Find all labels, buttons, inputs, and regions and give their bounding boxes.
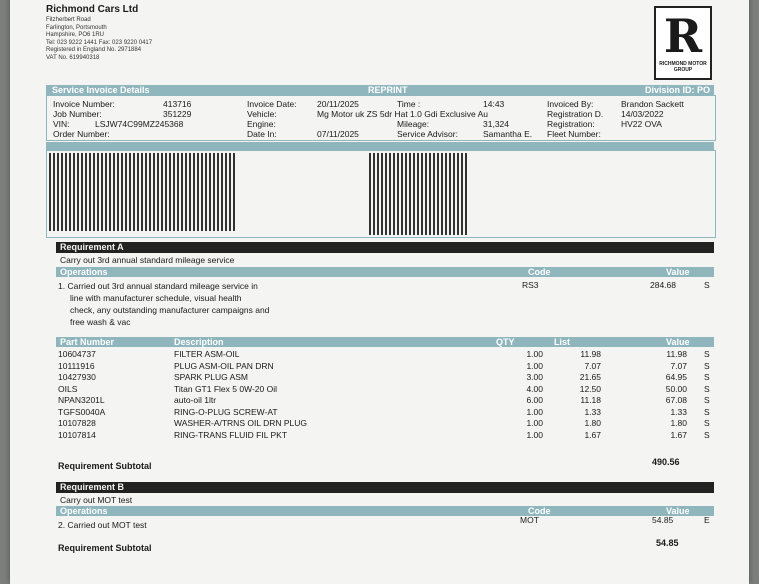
part-desc-cell: auto-oil 1ltr xyxy=(174,395,217,405)
operations-header-b xyxy=(56,506,714,516)
part-qty-cell: 1.00 xyxy=(526,349,543,359)
part-desc-cell: PLUG ASM-OIL PAN DRN xyxy=(174,360,274,371)
customer-address-box xyxy=(46,150,716,238)
operation-a-value: 284.68 xyxy=(650,280,676,290)
requirement-b-subtotal-label: Requirement Subtotal xyxy=(58,543,152,553)
list-header: List xyxy=(554,337,571,347)
part-vat-cell: S xyxy=(704,418,710,428)
time: 14:43 xyxy=(483,99,505,109)
part-desc-cell: SPARK PLUG ASM xyxy=(174,372,249,382)
part-part-cell: 10604737 xyxy=(58,349,96,359)
part-qty-cell: 1.00 xyxy=(526,360,543,371)
part-part-cell: TGFS0040A xyxy=(58,406,106,417)
part-desc-cell: RING-TRANS FLUID FIL PKT xyxy=(174,429,288,440)
part-list-cell: 21.65 xyxy=(579,372,601,382)
part-value-cell: 64.95 xyxy=(665,372,687,382)
requirement-a-subtotal: 490.56 xyxy=(652,457,680,467)
operation-b-text: 2. Carried out MOT test xyxy=(58,520,147,530)
part-part-cell: 10427930 xyxy=(58,372,96,382)
requirement-b-bar xyxy=(56,482,714,493)
registration-date-label: Registration D. xyxy=(547,109,604,119)
address-line: Farlington, Portsmouth xyxy=(46,24,107,31)
mileage-label: Mileage: xyxy=(397,119,430,129)
company-logo xyxy=(654,6,712,80)
part-value-cell: 11.98 xyxy=(666,349,687,359)
part-value-cell: 7.07 xyxy=(670,360,687,371)
part-list-cell: 1.67 xyxy=(584,429,601,440)
section-title: Service Invoice Details xyxy=(52,85,150,95)
invoice-number-label: Invoice Number: xyxy=(53,99,115,109)
part-value-cell: 67.08 xyxy=(665,395,687,405)
part-qty-cell: 6.00 xyxy=(526,395,543,405)
part-part-cell: NPAN3201L xyxy=(58,395,105,405)
time-label: Time : xyxy=(397,99,421,109)
requirement-b-description: Carry out MOT test xyxy=(60,495,133,505)
address-line: Hampshire, PO6 1RU xyxy=(46,32,105,39)
operation-a-code: RS3 xyxy=(522,280,539,290)
part-qty-cell: 1.00 xyxy=(526,406,543,417)
part-qty-cell: 1.00 xyxy=(526,429,543,440)
advisor-label: Service Advisor: xyxy=(397,129,458,139)
part-value-cell: 1.80 xyxy=(670,418,687,428)
part-part-cell: 10107814 xyxy=(58,429,96,440)
requirement-b-title: Requirement B xyxy=(60,482,125,492)
part-qty-cell: 1.00 xyxy=(526,418,543,428)
value-label: Value xyxy=(666,506,690,516)
invoiced-by: Brandon Sackett xyxy=(621,99,684,109)
part-list-cell: 12.50 xyxy=(579,383,601,394)
requirement-a-bar xyxy=(56,242,714,253)
part-list-cell: 11.18 xyxy=(580,395,601,405)
operations-label: Operations xyxy=(60,267,108,277)
invoice-page xyxy=(10,0,749,584)
operation-a-vat: S xyxy=(704,280,710,290)
operation-line: free wash & vac xyxy=(70,317,131,327)
part-vat-cell: S xyxy=(704,349,710,359)
obscured-customer-address xyxy=(49,153,237,231)
value-label: Value xyxy=(666,267,690,277)
part-part-cell: 10107828 xyxy=(58,418,96,428)
qty-header: QTY xyxy=(496,337,515,347)
operations-header-a xyxy=(56,267,714,277)
part-vat-cell: S xyxy=(704,372,710,382)
operation-b-code: MOT xyxy=(520,515,539,525)
operation-a-text xyxy=(58,280,269,328)
company-registration: Registered in England No. 2971884 xyxy=(46,47,142,54)
advisor: Samantha E. xyxy=(483,129,533,139)
vin: LSJW74C99MZ245368 xyxy=(95,119,184,129)
requirement-a-title: Requirement A xyxy=(60,242,124,252)
part-desc-cell: WASHER-A/TRNS OIL DRN PLUG xyxy=(174,418,308,428)
division-id: Division ID: PO xyxy=(644,85,710,95)
part-part-cell: 10111916 xyxy=(58,360,95,371)
logo-text: RICHMOND MOTOR GROUP xyxy=(659,61,707,73)
part-qty-cell: 4.00 xyxy=(526,383,543,394)
job-number-label: Job Number: xyxy=(53,109,102,119)
order-number-label: Order Number: xyxy=(53,129,110,139)
company-name: Richmond Cars Ltd xyxy=(46,4,139,15)
vehicle-label: Vehicle: xyxy=(247,109,277,119)
operation-line: line with manufacturer schedule, visual health xyxy=(70,293,242,303)
part-list-cell: 1.80 xyxy=(584,418,601,428)
part-value-cell: 50.00 xyxy=(665,383,687,394)
part-qty-cell: 3.00 xyxy=(526,372,543,382)
engine-label: Engine: xyxy=(247,119,276,129)
requirement-b-subtotal: 54.85 xyxy=(656,538,679,548)
mileage: 31,324 xyxy=(483,119,509,129)
registration: HV22 OVA xyxy=(621,119,662,129)
part-value-cell: 1.67 xyxy=(670,429,687,440)
description-header: Description xyxy=(174,337,224,347)
obscured-delivery-address xyxy=(369,153,469,235)
vehicle: Mg Motor uk ZS 5dr Hat 1.0 Gdi Exclusive Au xyxy=(317,109,489,119)
part-list-cell: 11.98 xyxy=(580,349,601,359)
part-part-cell: OILS xyxy=(58,383,78,394)
invoice-details xyxy=(46,95,716,141)
parts-header xyxy=(56,337,714,347)
address-line: Fitzherbert Road xyxy=(46,17,91,23)
part-vat-cell: S xyxy=(704,429,710,440)
invoice-date-label: Invoice Date: xyxy=(247,99,297,109)
logo-letter: R xyxy=(663,9,703,63)
company-contact: Tel: 023 9222 1441 Fax: 023 9220 0417 xyxy=(46,39,153,46)
separator-bar xyxy=(46,142,714,150)
part-desc-cell: RING-O-PLUG SCREW-AT xyxy=(174,406,278,417)
part-vat-cell: S xyxy=(704,406,710,417)
date-in: 07/11/2025 xyxy=(317,129,359,139)
company-vat: VAT No. 619940318 xyxy=(46,54,100,61)
operation-line: check, any outstanding manufacturer campaigns and xyxy=(70,305,270,315)
code-label: Code xyxy=(528,267,551,277)
company-address xyxy=(46,17,152,63)
part-vat-cell: S xyxy=(704,395,710,405)
invoice-header-bar xyxy=(46,85,714,95)
requirement-a-description: Carry out 3rd annual standard mileage service xyxy=(60,255,235,265)
job-number: 351229 xyxy=(163,109,192,119)
operations-label: Operations xyxy=(60,506,108,516)
invoice-number: 413716 xyxy=(163,99,192,109)
operation-line: 1. Carried out 3rd annual standard mileage service in xyxy=(58,281,258,291)
fleet-number-label: Fleet Number: xyxy=(547,129,601,139)
value-header: Value xyxy=(666,337,690,347)
requirement-a-subtotal-label: Requirement Subtotal xyxy=(58,461,152,471)
part-desc-cell: FILTER ASM-OIL xyxy=(174,349,240,359)
invoice-date: 20/11/2025 xyxy=(317,99,359,109)
operation-b-vat: E xyxy=(704,515,710,525)
part-list-cell: 7.07 xyxy=(584,360,601,371)
operation-b-value: 54.85 xyxy=(652,515,674,525)
part-value-cell: 1.33 xyxy=(670,406,687,417)
part-vat-cell: S xyxy=(704,383,710,394)
invoiced-by-label: Invoiced By: xyxy=(547,99,594,109)
part-vat-cell: S xyxy=(704,360,710,371)
part-desc-cell: Titan GT1 Flex 5 0W-20 Oil xyxy=(174,383,277,394)
reprint-label: REPRINT xyxy=(368,85,408,95)
part-number-header: Part Number xyxy=(60,337,115,347)
registration-date: 14/03/2022 xyxy=(621,109,664,119)
vin-label: VIN: xyxy=(53,119,70,129)
code-label: Code xyxy=(528,506,551,516)
registration-label: Registration: xyxy=(547,119,595,129)
part-list-cell: 1.33 xyxy=(584,406,601,417)
date-in-label: Date In: xyxy=(247,129,277,139)
